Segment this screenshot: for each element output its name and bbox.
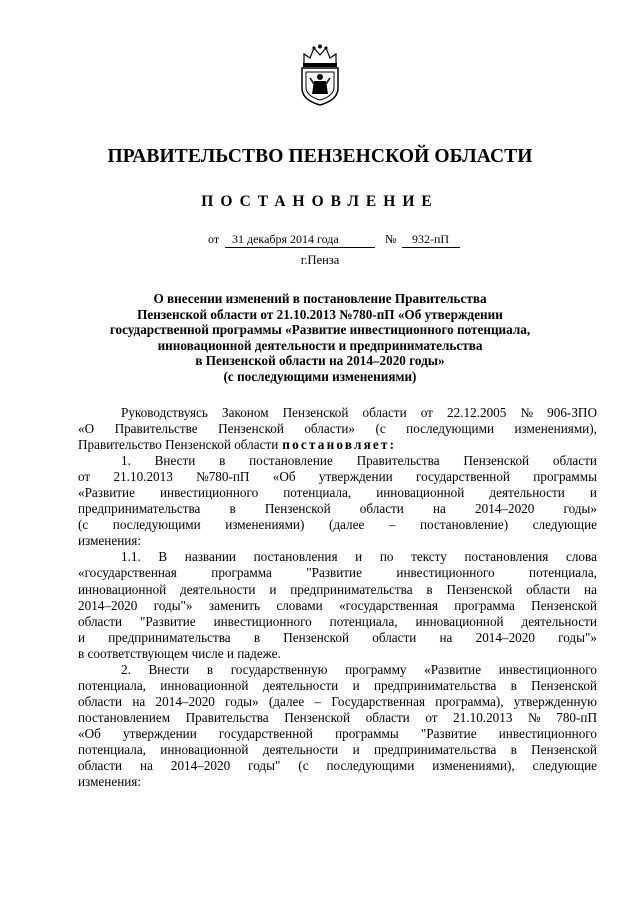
number-value: 932-пП [412,232,450,246]
body-line: 2014–2020 годы"» заменить словами «государственная программа Пензенской [78,597,597,613]
number-prefix: № [385,232,397,246]
body-line: «государственная программа "Развитие инвестиционного потенциала, [78,565,597,581]
body-line: потенциала, инновационной деятельности и предпринимательства в Пензенской [78,677,597,693]
body-line: потенциала, инновационной деятельности и предпринимательства в Пензенской [78,741,597,757]
body-line: и предпринимательства в Пензенской области на 2014–2020 годы"» [78,629,597,645]
document-type: ПОСТАНОВЛЕНИЕ [201,193,439,210]
body-line: Правительство Пензенской области постановляет: [78,437,397,453]
heading-line: государственной программы «Развитие инвестиционного потенциала, [109,322,531,338]
body-line: от 21.10.2013 №780-пП «Об утверждении государственной программы [78,469,597,485]
date-prefix: от [208,232,220,246]
coat-of-arms-emblem [298,44,342,106]
body-line: Руководствуясь Законом Пензенской области от 22.12.2005 № 906-ЗПО [121,405,597,420]
body-line: 1.1. В названии постановления и по тексту постановления слова [121,549,597,565]
document-body [78,405,597,790]
body-line: предпринимательства в Пензенской области на 2014–2020 годы» [78,501,597,517]
body-line: изменения: [78,533,142,549]
date-value: 31 декабря 2014 года [232,232,339,246]
resolution-verb: постановляет: [282,437,397,453]
body-line: изменения: [78,774,142,790]
body-line: в соответствующем числе и падеже. [78,645,281,661]
document-heading [0,291,640,385]
heading-line: (с последующими изменениями) [223,368,417,384]
body-line: постановлением Правительства Пензенской области от 21.10.2013 № 780-пП [78,709,597,725]
body-line: области "Развитие инвестиционного потенциала, инновационной деятельности [78,613,597,629]
heading-line: в Пензенской области на 2014–2020 годы» [195,353,445,369]
heading-line: Пензенской области от 21.10.2013 №780-пП «Об утверждении [137,306,503,322]
body-line: 1. Внести в постановление Правительства Пензенской области [121,453,597,469]
body-line: «Развитие инвестиционного потенциала, инновационной деятельности и [78,485,597,501]
city: г.Пенза [300,253,340,267]
body-line: «О Правительстве Пензенской области» (с последующими изменениями), [78,421,597,437]
body-line: (с последующими изменениями) (далее – постановление) следующие [78,517,597,533]
body-line: области на 2014–2020 годы» (далее – Государственная программа), утвержденную [78,693,597,709]
body-line: области на 2014–2020 годы" (с последующими изменениями), следующие [78,758,597,774]
heading-line: О внесении изменений в постановление Правительства [153,291,487,306]
body-line: 2. Внести в государственную программу «Развитие инвестиционного [121,661,597,677]
organization-title: ПРАВИТЕЛЬСТВО ПЕНЗЕНСКОЙ ОБЛАСТИ [107,146,533,167]
body-line: «Об утверждении государственной программы "Развитие инвестиционного [78,725,597,741]
body-line: инновационной деятельности и предпринимательства в Пензенской области на [78,581,597,597]
heading-line: инновационной деятельности и предпринимательства [157,337,483,353]
number-underline [402,247,460,248]
date-underline [225,247,375,248]
